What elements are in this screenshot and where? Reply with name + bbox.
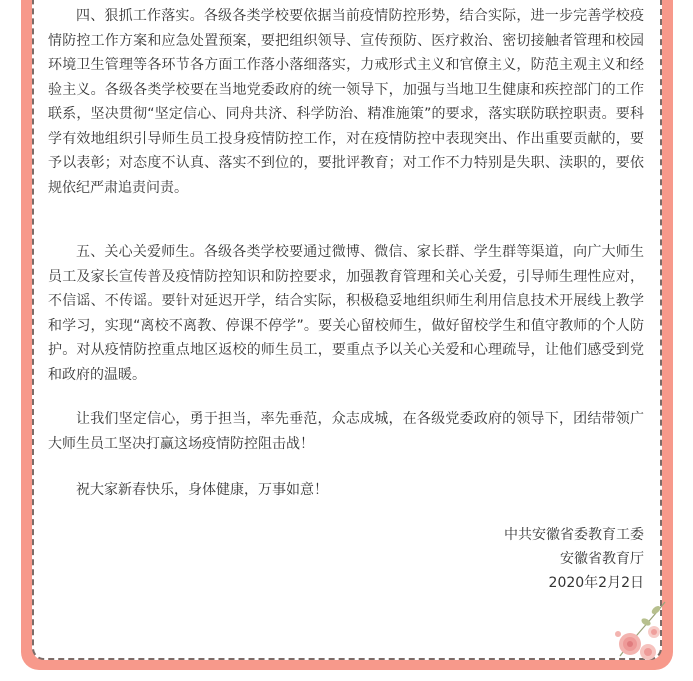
paragraph-care-for-teachers-students: 五、关心关爱师生。各级各类学校要通过微博、微信、家长群、学生群等渠道，向广大师生员工及家长宣传普及疫情防控知识和防控要求，加强教育管理和关心关爱，引导师生理性应对，不信谣、不传谣。要针对延迟开学，结合实际，积极稳妥地组织师生利用信息技术开展线上教学和学习，实现“离校不离教、停课不停学”。要关心留校师生，做好留校学生和值守教师的个人防护。对从疫情防控重点地区返校的师生员工，要重点予以关心关爱和心理疏导，让他们感受到党和政府的温暖。 xyxy=(48,244,644,383)
signature-date: 2020年2月2日 xyxy=(548,575,644,591)
paragraph-work-implementation: 四、狠抓工作落实。各级各类学校要依据当前疫情防控形势，结合实际，进一步完善学校疫情防控工作方案和应急处置预案，要把组织领导、宣传预防、医疗救治、密切接触者管理和校园环境卫生管理等各环节各方面工作落小落细落实，力戒形式主义和官僚主义，防范主观主义和经验主义。各级各类学校要在当地党委政府的统一领导下，加强与当地卫生健康和疾控部门的工作联系，坚决贯彻“坚定信心、同舟共济、科学防治、精准施策”的要求，落实联防联控职责。要科学有效地组织引导师生员工投身疫情防控工作，对在疫情防控中表现突出、作出重要贡献的，要予以表彰；对态度不认真、落实不到位的，要批评教育；对工作不力特别是失职、渎职的，要依规依纪严肃追责问责。 xyxy=(48,8,644,196)
paragraph-greeting: 祝大家新春快乐，身体健康，万事如意！ xyxy=(76,482,328,498)
signature-org-party-committee: 中共安徽省委教育工委 xyxy=(504,527,644,543)
flower-icon xyxy=(610,596,670,664)
signature-org-education-department: 安徽省教育厅 xyxy=(560,551,644,567)
paragraph-call-to-action: 让我们坚定信心，勇于担当，率先垂范，众志成城，在各级党委政府的领导下，团结带领广大师生员工坚决打赢这场疫情防控阻击战！ xyxy=(48,411,644,452)
